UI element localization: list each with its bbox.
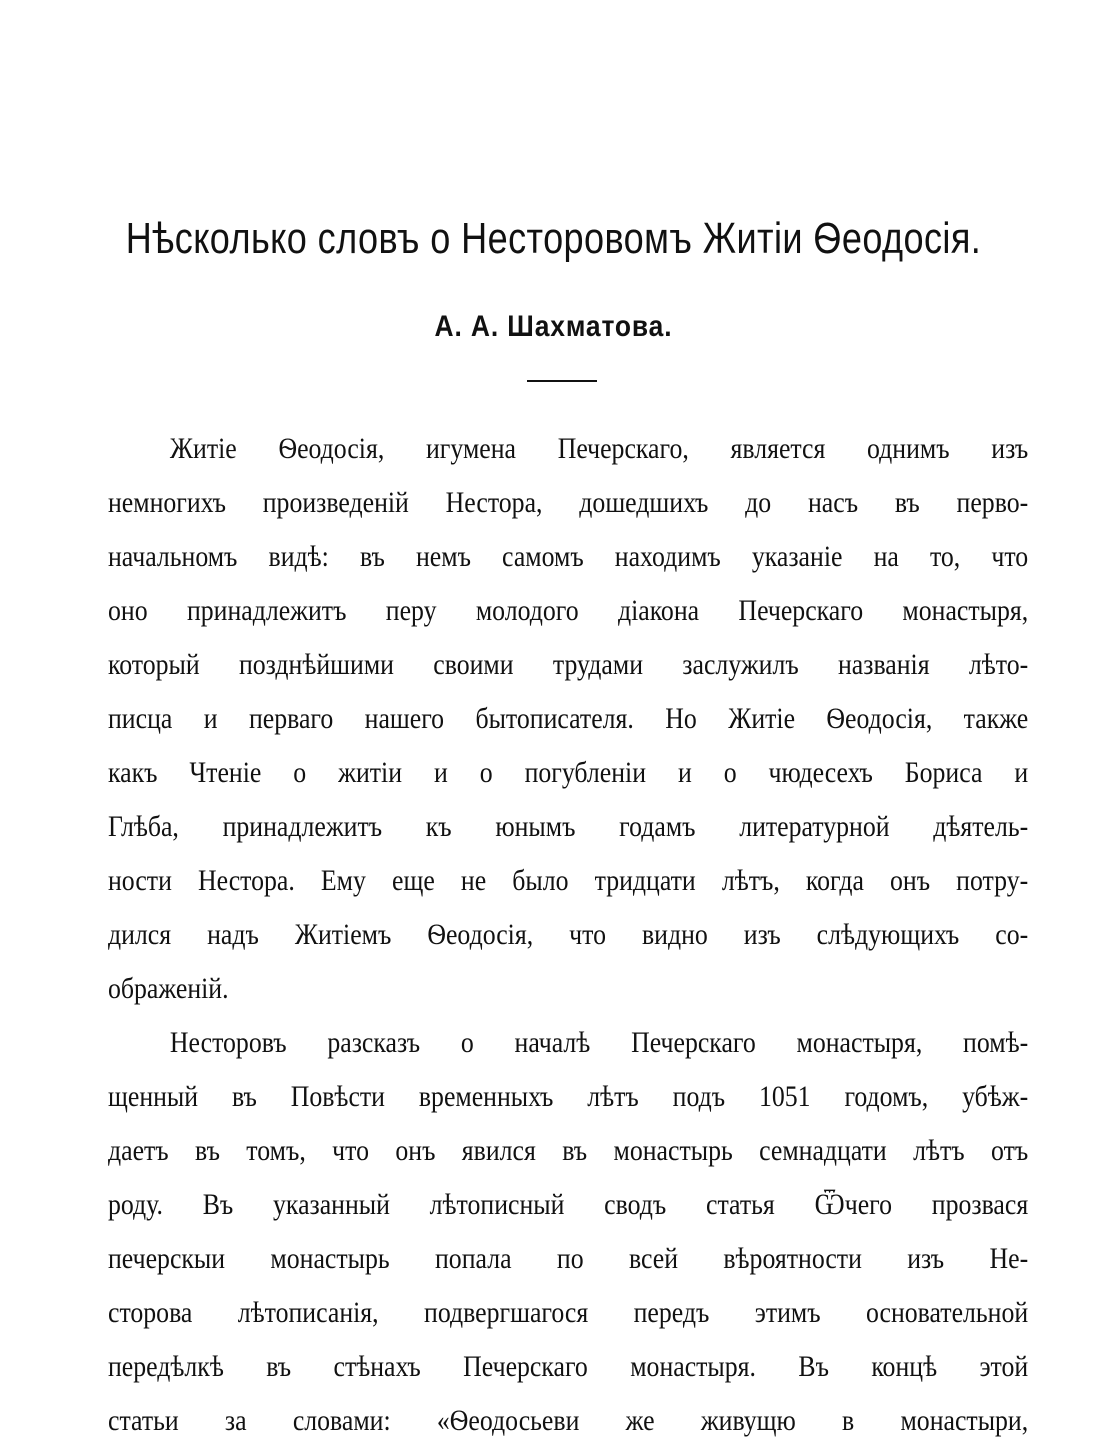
text-line: начальномъ видѣ: въ немъ самомъ находимъ указаніе на то, что — [108, 540, 1029, 573]
text-line: оно принадлежитъ перу молодого діакона Печерскаго монастыря, — [108, 594, 1029, 627]
article-title: Нѣсколько словъ о Несторовомъ Житіи Ѳеодосія. — [125, 214, 982, 263]
text-line: роду. Въ указанный лѣтописный сводъ статья Ѿчего прозвася — [108, 1188, 1029, 1221]
text-line: Житіе Ѳеодосія, игумена Печерскаго, является однимъ изъ — [169, 432, 1029, 465]
text-line: дился надъ Житіемъ Ѳеодосія, что видно изъ слѣдующихъ со- — [108, 918, 1029, 951]
text-line: щенный въ Повѣсти временныхъ лѣтъ подъ 1051 годомъ, убѣж- — [108, 1080, 1029, 1113]
text-line: сторова лѣтописанія, подвергшагося передъ этимъ основательной — [108, 1296, 1029, 1329]
text-line: ображеній. — [108, 972, 229, 1005]
title-divider — [527, 380, 597, 382]
article-author: А. А. Шахматова. — [434, 310, 673, 343]
text-line: даетъ въ томъ, что онъ явился въ монастырь семнадцати лѣтъ отъ — [108, 1134, 1029, 1167]
text-line: печерскыи монастырь попала по всей вѣроятности изъ Не- — [108, 1242, 1029, 1275]
text-line: который позднѣйшими своими трудами заслужилъ названія лѣто- — [108, 648, 1029, 681]
text-line: Несторовъ разсказъ о началѣ Печерскаго монастыря, помѣ- — [169, 1026, 1029, 1059]
text-line: ности Нестора. Ему еще не было тридцати лѣтъ, когда онъ потру- — [108, 864, 1029, 897]
text-line: какъ Чтеніе о житіи и о погубленіи и о чюдесехъ Бориса и — [108, 756, 1029, 789]
text-line: немногихъ произведеній Нестора, дошедшихъ до насъ въ перво- — [108, 486, 1029, 519]
text-line: передѣлкѣ въ стѣнахъ Печерскаго монастыря. Въ концѣ этой — [108, 1350, 1029, 1383]
text-line: писца и перваго нашего бытописателя. Но Житіе Ѳеодосія, также — [108, 702, 1029, 735]
text-line: Глѣба, принадлежитъ къ юнымъ годамъ литературной дѣятель- — [108, 810, 1029, 843]
article-body — [108, 422, 1028, 1448]
text-line: статьи за словами: «Ѳеодосьеви же живущю в монастыри, — [108, 1404, 1029, 1437]
